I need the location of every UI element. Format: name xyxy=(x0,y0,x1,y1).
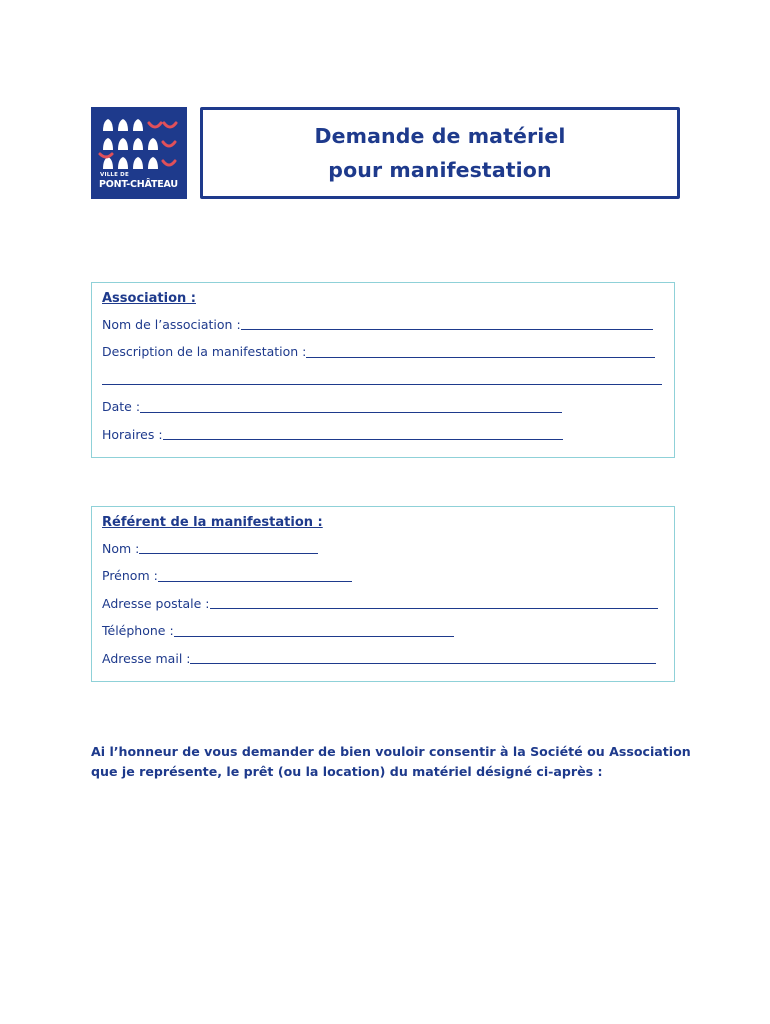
event-description-continuation-field[interactable] xyxy=(102,366,664,393)
event-date-label: Date : xyxy=(102,399,141,415)
event-hours-field[interactable] xyxy=(102,421,664,448)
referent-lastname-line[interactable] xyxy=(139,543,318,554)
postal-address-field[interactable] xyxy=(102,590,664,617)
request-line-2: que je représente, le prêt (ou la location) du matériel désigné ci-après : xyxy=(91,763,603,779)
request-paragraph xyxy=(91,742,691,781)
phone-line[interactable] xyxy=(174,626,454,637)
logo-city-name: PONT-CHÂTEAU xyxy=(99,179,178,190)
association-name-field[interactable] xyxy=(102,311,664,338)
page-title xyxy=(314,119,565,187)
title-box xyxy=(200,107,680,199)
event-date-line[interactable] xyxy=(140,402,562,413)
association-name-label: Nom de l’association : xyxy=(102,317,241,332)
phone-label: Téléphone : xyxy=(102,623,174,639)
event-description-label: Description de la manifestation : xyxy=(102,344,307,360)
postal-address-label: Adresse postale : xyxy=(102,595,210,611)
email-line[interactable] xyxy=(190,653,656,664)
event-description-line[interactable] xyxy=(306,347,655,358)
request-line-1: Ai l’honneur de vous demander de bien vouloir consentir à la Société ou Association xyxy=(91,744,691,759)
referent-lastname-field[interactable] xyxy=(102,535,664,562)
pont-chateau-logo xyxy=(91,107,187,199)
title-line-1: Demande de matériel xyxy=(314,124,566,148)
referent-firstname-field[interactable] xyxy=(102,562,664,589)
referent-lastname-label: Nom : xyxy=(102,541,140,556)
association-section xyxy=(91,282,675,458)
email-label: Adresse mail : xyxy=(102,650,191,666)
referent-firstname-line[interactable] xyxy=(158,571,352,582)
logo-ville-text: VILLE DE xyxy=(100,172,129,178)
email-field[interactable] xyxy=(102,645,664,672)
association-name-line[interactable] xyxy=(241,319,653,330)
postal-address-line[interactable] xyxy=(210,598,658,609)
event-description-continuation-line[interactable] xyxy=(102,374,662,385)
event-date-field[interactable] xyxy=(102,393,664,420)
phone-field[interactable] xyxy=(102,617,664,644)
title-line-2: pour manifestation xyxy=(328,158,552,182)
association-section-title: Association : xyxy=(102,291,196,306)
event-hours-line[interactable] xyxy=(163,429,563,440)
event-hours-label: Horaires : xyxy=(102,426,163,442)
referent-firstname-label: Prénom : xyxy=(102,568,158,584)
referent-section-title: Référent de la manifestation : xyxy=(102,515,323,530)
event-description-field[interactable] xyxy=(102,338,664,365)
referent-section xyxy=(91,506,675,682)
